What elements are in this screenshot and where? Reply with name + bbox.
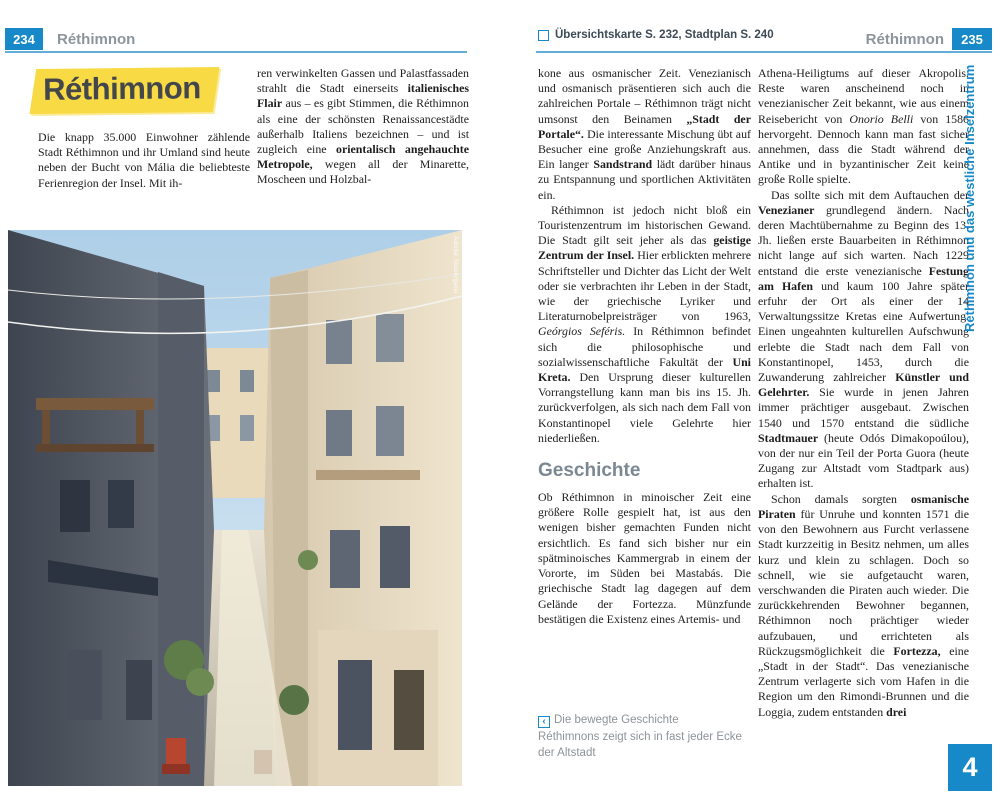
paragraph: Schon damals sorgten osmanische Piraten für Unruhe und konnten 1571 die von den Bewohnern aus Furcht verlassene Stadt kurzzeitig in Besitz nehmen, um alles kurz und klein zu schlagen. Doch so schnell, wie sie aufgetaucht waren, verschwanden die Piraten auch wieder. Die zurückkehrenden Bewohner begannen, Réthimnon noch prächtiger wieder aufzubauen, und errichteten als Rückzugsmöglichkeit die Fortezza, eine „Stadt in der Stadt“. Das venezianische Zentrum verlagerte sich vom Hafen in die Region um den Rimondi-Brunnen und die Loggia, zudem entstanden drei bbox=[758, 491, 970, 719]
photo-caption bbox=[538, 712, 743, 762]
photo-ref-icon: ‹ bbox=[538, 716, 550, 728]
chapter-title-text: Réthimnon bbox=[42, 70, 201, 107]
street-photo bbox=[8, 230, 462, 786]
left-running-head: Réthimnon bbox=[57, 31, 136, 48]
margin-chapter-tab: Réthimnon und das westliche Inselzentrum bbox=[962, 64, 977, 332]
photo-caption-text: Die bewegte Geschichte Réthimnons zeigt sich in fast jeder Ecke der Altstadt bbox=[538, 714, 742, 759]
right-running-head: Réthimnon bbox=[865, 31, 944, 48]
left-column-1 bbox=[38, 130, 250, 191]
paragraph: kone aus osmanischer Zeit. Venezianisch und osmanisch präsentieren sich auch die zahlreichen Portale – Réthimnon trägt nicht umsonst den Beinamen „Stadt der Portale“. Die interessante Mischung übt auf Besucher eine große Anziehungskraft aus. Ein langer Sandstrand lädt darüber hinaus zu Entspannung und sportlichen Aktivitäten ein. bbox=[538, 66, 751, 202]
right-page-number: 235 bbox=[952, 28, 992, 50]
paragraph: Die knapp 35.000 Einwohner zählende Stadt Réthimnon und ihr Umland sind heute neben der Bucht von Mália die beliebteste Ferienregion der Insel. Mit ih- bbox=[38, 130, 250, 190]
left-page-number: 234 bbox=[5, 28, 43, 50]
street-photo-art bbox=[8, 230, 462, 786]
chapter-title bbox=[33, 68, 216, 113]
right-column-1 bbox=[538, 66, 751, 627]
paragraph: ren verwinkelten Gassen und Palastfassaden strahlt die Stadt einerseits italienisches Flair aus – es gibt Stimmen, die Réthimnon als eine der schönsten Renaissancestädte außerhalb Italiens bezeichnen – und ist zugleich eine orientalisch angehauchte Metropole, wegen all der Minarette, Moscheen und Holzbal- bbox=[257, 66, 469, 187]
title-highlight bbox=[30, 67, 220, 114]
paragraph: Athena-Heiligtums auf dieser Akropolis. Reste waren anscheinend noch in venezianischer Zeit bekannt, wie aus einem Reisebericht von Onorio Belli von 1586 hervorgeht. Dennoch kann man fast sicher annehmen, dass die Stadt während der Antike und in byzantinischer Zeit keine große Rolle spielte. bbox=[758, 66, 970, 187]
paragraph: Ob Réthimnon in minoischer Zeit eine größere Rolle gespielt hat, ist aus den wenigen bisher gemachten Funden nicht ersichtlich. Es fand sich bisher nur ein spätminoisches Kammergrab in einem der Vororte, im Süden bei Mastabás. Die griechische Stadt lag dagegen auf dem Gelände der Fortezza. Münzfunde bestätigen die Existenz eines Artemis- und bbox=[538, 490, 751, 626]
right-header-rule bbox=[536, 51, 992, 53]
map-reference-label: Übersichtskarte S. 232, Stadtplan S. 240 bbox=[555, 29, 774, 41]
section-heading-geschichte: Geschichte bbox=[538, 460, 641, 482]
left-header-rule bbox=[5, 51, 467, 53]
chapter-number-badge: 4 bbox=[948, 744, 992, 791]
photo-credit: Adobe Stock/gatsi bbox=[452, 236, 459, 294]
paragraph: Réthimnon ist jedoch nicht bloß ein Touristenzentrum im historischen Gewand. Die Stadt gilt seit jeher als das geistige Zentrum der Insel. Hier erblickten mehrere Schriftsteller und Dichter das Licht der Welt oder sie verbrachten ihr Leben in der Stadt, wie der griechische Lyriker und Literaturnobelpreisträger von 1963, Geórgios Seféris. In Réthimnon befindet sich die philosophische und sozialwissenschaftliche Fakultät der Uni Kreta. Den Ursprung dieser kulturellen Vorrangstellung kann man bis ins 15. Jh. zurückverfolgen, als sich nach dem Fall von Konstantinopel viele Gelehrte hier niederließen. bbox=[538, 202, 751, 445]
right-column-2 bbox=[758, 66, 969, 720]
paragraph: Das sollte sich mit dem Auftauchen der Venezianer grundlegend ändern. Nach deren Machtübernahme zu Beginn des 13. Jh. ließen erste Bauarbeiten in Réthimnon nicht lange auf sich warten. Nach 1229 entstand die erste venezianische Festung am Hafen und kaum 100 Jahre später erfuhr der Ort als einer der 14 Verwaltungssitze Kretas eine Aufwertung. Einen ungeahnten kulturellen Aufschwung erlebte die Stadt nach dem Fall von Konstantinopel, 1453, durch die Zuwanderung zahlreicher Künstler und Gelehrter. Sie wurde in jenen Jahren immer prächtiger ausgebaut. Zwischen 1540 und 1570 entstand die südliche Stadtmauer (heute Odós Dimakopoúlou), von der nur ein Teil der Porta Guora (heute Zugang zur Altstadt vom Stadtpark aus) erhalten ist. bbox=[758, 187, 969, 491]
left-column-2 bbox=[257, 66, 469, 188]
